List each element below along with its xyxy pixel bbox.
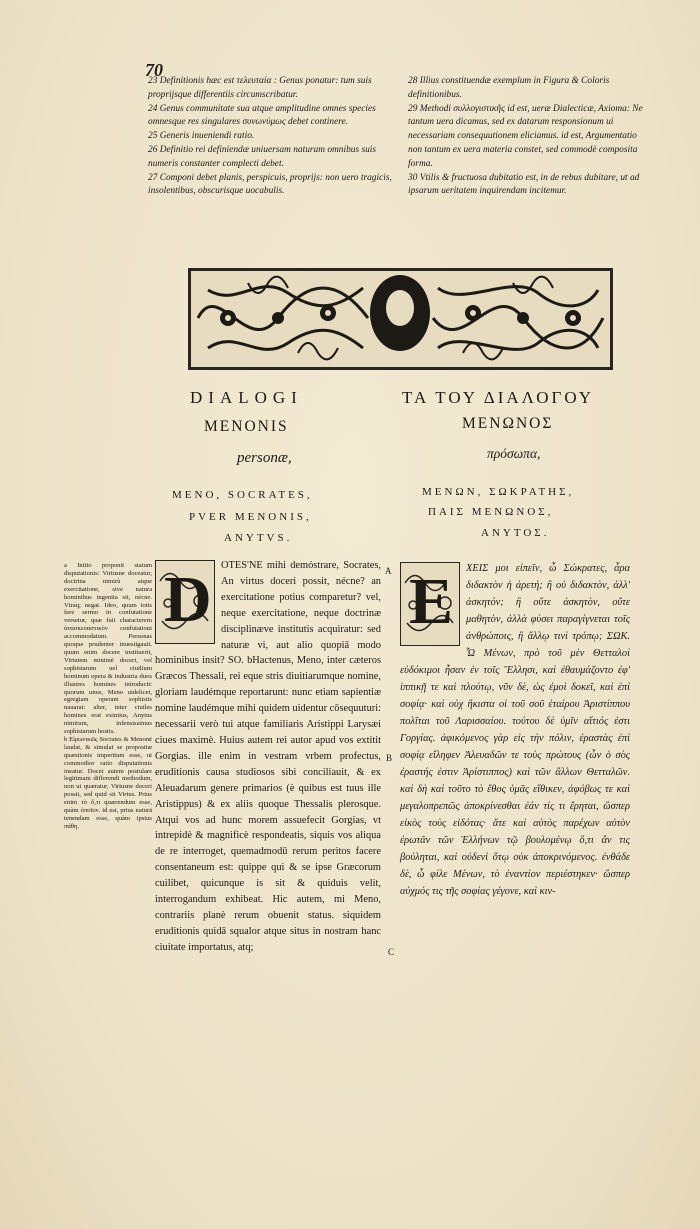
definition-28: 28 Illius constituendæ exemplum in Figura & Coloris definitionibus. <box>408 76 610 100</box>
dropcap-latin: D <box>155 560 215 644</box>
personae-line2-greek: ΠΑΙΣ ΜΕΝΩΝΟΣ, <box>428 506 554 518</box>
personae-line1-latin: MENO, SOCRATES, <box>172 489 313 501</box>
margin-note-b: b Εἰρωνικῶς Socrates & Menonē laudat, & simulat se propositæ quæstionis imperitum esse, ut commodior ratio disputationis ineatur. Docet autem postulare legitimam differendi methodum, non ut quæratur, Virtusne doceri possit, sed quid sit Virtus. Prius enim τὸ ὅ,τι quærendum esse, quàm ὁποῖον. id est, prius naturā tenendam esse, quàm ipsius πάθη. <box>64 735 152 830</box>
definition-30: 30 Vtilis & fructuosa dubitatio est, in de rebus dubitare, ut ad ipsarum ueritatem inquirendam incitemur. <box>408 172 640 197</box>
personae-line2-latin: PVER MENONIS, <box>189 511 312 523</box>
page-number: 70 <box>145 60 163 80</box>
title-latin: DIALOGI <box>190 388 303 407</box>
definition-27: 27 Componi debet planis, perspicuis, proprijs: non uero tragicis, insolentibus, obscurisque uocabulis. <box>148 172 392 197</box>
greek-column <box>400 560 630 900</box>
dropcap-greek: Ε <box>400 562 460 646</box>
personae-line3-greek: ΑΝΥΤΟΣ. <box>481 527 550 539</box>
title-greek: ΤΑ ΤΟΥ ΔΙΑΛΟΓΟΥ <box>402 388 595 407</box>
latin-body-text: OTES'NE mihi demóstrare, Socrates, An virtus doceri possit, nécne? an exercitatione potius comparetur? vel, neque exercitatione, neque doctrinæ disciplinæve institutis acquiratur: sed naturæ vi, aut alio quopiā modo hominibus insit? SO. bHactenus, Meno, inter cæteros Græcos Thessali, rei eque stris diuitiarumque nomine, gloriam laudémque reportarunt: nunc etiam sapientiæ nomine laudémque mihi quidem uidentur cōsequuturi: necessarii verò tui atque familiaris Aristippi Larysæi ciues maximè. Huius autem rei autor apud vos extitit Gorgias. ille enim in vestram vrbem profectus, eruditionis causa studiosos sibi conciliauit, & ex Aleuadarum genere primarios (è quibus est tuus ille Aristippus) & ex aliis quoque Thessalis plerosque. Atqui vos ad hunc morem assuefecit Gorgias, vt intrepidè & magnificè respondeatis, siquis vos aliqua de re interroget, quemadmodū rerum peritos facere consentaneum est: quippe qui & se ipse Græcorum cuilibet, quicunque is sit & quiduis velit, interrogandum exhibeat. Hic autem, mi Meno, contrariis planè rerum obuenit status. siquidem eruditionis quidā squalor atque situs in nostram hanc ciuitate importatus, atq; <box>155 560 381 953</box>
latin-column <box>155 558 381 956</box>
definition-24: 24 Genus communitate sua atque amplitudine omnes species omnesque res singulares συνωνύμως debet continere. <box>148 103 376 128</box>
section-marker-c: C <box>388 947 395 957</box>
headpiece-ornament <box>188 268 613 370</box>
definitions-right <box>408 75 650 199</box>
personae-latin: personæ, <box>237 450 292 466</box>
personae-line1-greek: ΜΕΝΩΝ, ΣΩΚΡΑΤΗΣ, <box>422 486 575 498</box>
definition-26: 26 Definitio rei definiendæ uniuersam naturam omnibus suis numeris constanter complecti debet. <box>148 144 377 169</box>
definitions-left <box>148 75 398 199</box>
name-greek: ΜΕΝΩΝΟΣ <box>462 415 554 432</box>
name-latin: MENONIS <box>204 418 289 435</box>
section-marker-b: B <box>386 753 393 763</box>
section-marker-a: A <box>385 566 392 576</box>
personae-line3-latin: ANYTVS. <box>224 532 293 544</box>
greek-body-text: ΧΕΙΣ μοι εἰπεῖν, ὦ Σώκρατες, ἆρα διδακτὸν ἡ ἀρετή; ἢ οὐ διδακτὸν, ἀλλ' ἀσκητόν; ἢ οὔτε ἀσκητὸν, οὔτε μαθητὸν, ἀλλὰ φύσει παραγίγνεται τοῖς ἀνθρώποις, ἢ ἄλλῳ τινὶ τρόπῳ; ΣΩΚ. Ὦ Μένων, πρὸ τοῦ μὲν Θετταλοὶ εὐδόκιμοι ἦσαν ἐν τοῖς Ἕλλησι, καὶ ἐθαυμάζοντο ἐφ' ἱππικῇ τε καὶ πλούτῳ, νῦν δὲ, ὡς ἐμοὶ δοκεῖ, καὶ ἐπὶ σοφίᾳ· καὶ οὐχ ἥκιστα οἱ τοῦ σοῦ ἑταίρου Ἀριστίππου πολῖται τοῦ Λαρισσαίου. τούτου δὲ ὑμῖν αἴτιός ἐστι Γοργίας. ἀφικόμενος γὰρ εἰς τὴν πόλιν, ἐραστὰς ἐπὶ σοφίᾳ εἴληφεν Ἀλευαδῶν τε τοὺς πρώτους (ὧν ὁ σὸς ἐραστής ἐστιν Ἀρίστιππος) καὶ τῶν ἄλλων Θετταλῶν. καὶ δὴ καὶ τοῦτο τὸ ἔθος ὑμᾶς εἴθικεν, ἀφόβως τε καὶ μεγαλοπρεπῶς ἀποκρίνεσθαι ἐάν τίς τι ἔρηται, ὥσπερ εἰκὸς τοὺς εἰδότας· ἅτε καὶ αὐτὸς παρέχων αὐτὸν ἐρωτᾶν τῶν Ἑλλήνων τῷ βουλομένῳ ὅ,τι ἄν τις βούληται, καὶ οὐδενὶ ὅτῳ οὐκ ἀποκρινόμενος. ἐνθάδε δὲ, ὦ φίλε Μένων, τὸ ἐναντίον περιέστηκεν· ὥσπερ αὐχμός τις τῆς σοφίας γέγονε, καὶ κιν- <box>400 563 630 897</box>
definition-29: 29 Methodi συλλογιστικῆς id est, ueræ Dialecticæ, Axioma: Ne tantum uera dicamus, sed ex datarum responsionum ui necessariam consequutionem eliciamus. id est, Argumentatio non tantum ex uera materia constet, sed commodè composita forma. <box>408 103 643 169</box>
margin-note-a: a Initio proponit statum disputationis: Virtusne doceatur, doctrina nimirù atque exercitatione, sive natura hominibus ingenita sit, nécne. Vtraq; negat. Ideo, quum totis fere sermo in confutatione versetur, quæ fuit characterem ἀνασκευαστικὸν confutationi accommodatum. Personas quoque prudenter inuestigauit. quum enim docere instituerit, Virtutem minimè doceri, vel sophistarum uel ciuilium hominum opera & industria duos illustres homines introducit: quorum unus, Meno uidelicet, egregiam operam sophistis nauarat: alter, inter ciuiles homines erat eximius, Anytus nimirum, infensissimus sophistarum hostis. <box>64 562 152 736</box>
margin-notes <box>64 562 152 831</box>
definition-25: 25 Generis inueniendi ratio. <box>148 131 255 142</box>
personae-greek: πρόσωπα, <box>487 446 541 461</box>
definition-23: 23 Definitionis hæc est τελευταία : Genus ponatur: tum suis proprijsque differentiis circumscribatur. <box>148 76 372 100</box>
